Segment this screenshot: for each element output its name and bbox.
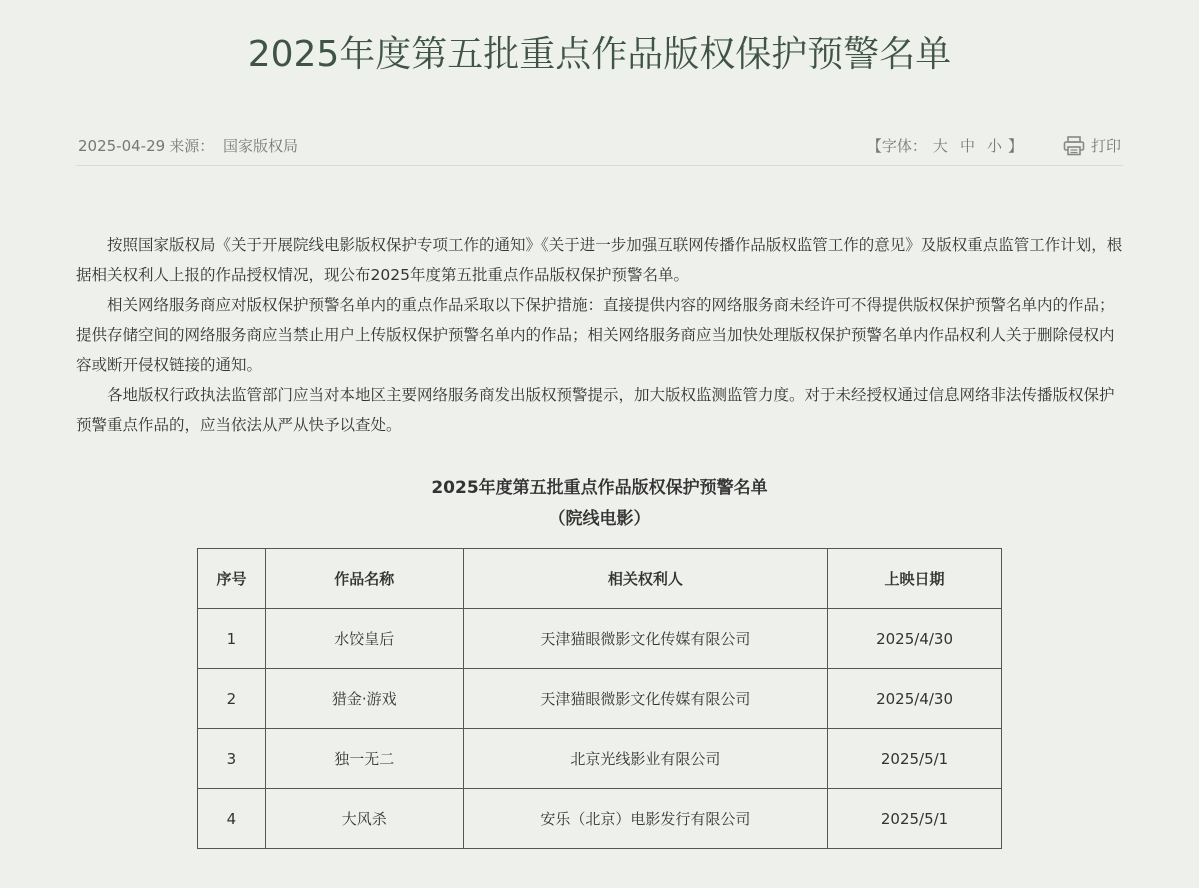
warning-list-table — [197, 548, 1002, 849]
article-meta — [78, 132, 302, 160]
header-work-name: 作品名称 — [265, 549, 463, 609]
table-row — [198, 669, 1002, 729]
table-row — [198, 789, 1002, 849]
print-button[interactable] — [1063, 132, 1121, 160]
paragraph-1: 按照国家版权局《关于开展院线电影版权保护专项工作的通知》《关于进一步加强互联网传播作品版权监管工作的意见》及版权重点监管工作计划，根据相关权利人上报的作品授权情况，现公布2025年度第五批重点作品版权保护预警名单。 — [76, 236, 1123, 284]
font-label-close: 】 — [1007, 137, 1023, 155]
font-size-small-button[interactable]: 小 — [986, 137, 1002, 155]
publish-date: 2025-04-29 — [78, 137, 166, 155]
font-size-large-button[interactable]: 大 — [932, 137, 948, 155]
table-row — [198, 729, 1002, 789]
table-row — [198, 609, 1002, 669]
printer-icon — [1063, 136, 1085, 156]
cell-rights-holder: 天津猫眼微影文化传媒有限公司 — [463, 609, 827, 669]
header-rights-holder: 相关权利人 — [463, 549, 827, 609]
cell-release-date: 2025/4/30 — [828, 609, 1002, 669]
article-meta-bar — [76, 132, 1123, 166]
font-size-control — [867, 132, 1023, 160]
print-label: 打印 — [1090, 137, 1121, 155]
source-name: 国家版权局 — [222, 137, 298, 155]
source-label: 来源： — [169, 137, 215, 155]
cell-work-name: 猎金·游戏 — [265, 669, 463, 729]
cell-rights-holder: 安乐（北京）电影发行有限公司 — [463, 789, 827, 849]
paragraph-2: 相关网络服务商应对版权保护预警名单内的重点作品采取以下保护措施：直接提供内容的网络服务商未经许可不得提供版权保护预警名单内的作品；提供存储空间的网络服务商应当禁止用户上传版权保护预警名单内的作品；相关网络服务商应当加快处理版权保护预警名单内作品权利人关于删除侵权内容或断开侵权链接的通知。 — [76, 296, 1115, 374]
article-body — [76, 230, 1124, 440]
font-label: 【字体： — [866, 137, 927, 155]
page-title: 2025年度第五批重点作品版权保护预警名单 — [247, 34, 952, 75]
table-header-row — [198, 549, 1002, 609]
cell-rights-holder: 天津猫眼微影文化传媒有限公司 — [463, 669, 827, 729]
font-size-medium-button[interactable]: 中 — [959, 137, 975, 155]
cell-index: 3 — [198, 729, 266, 789]
table-title: 2025年度第五批重点作品版权保护预警名单 — [431, 478, 768, 498]
cell-index: 4 — [198, 789, 266, 849]
header-index: 序号 — [198, 549, 266, 609]
cell-work-name: 水饺皇后 — [265, 609, 463, 669]
table-subtitle: （院线电影） — [548, 509, 651, 529]
cell-index: 2 — [198, 669, 266, 729]
header-release-date: 上映日期 — [828, 549, 1002, 609]
article-tools — [867, 132, 1121, 160]
cell-release-date: 2025/5/1 — [828, 789, 1002, 849]
cell-rights-holder: 北京光线影业有限公司 — [463, 729, 827, 789]
cell-index: 1 — [198, 609, 266, 669]
cell-work-name: 大风杀 — [265, 789, 463, 849]
cell-work-name: 独一无二 — [265, 729, 463, 789]
cell-release-date: 2025/4/30 — [828, 669, 1002, 729]
cell-release-date: 2025/5/1 — [828, 729, 1002, 789]
paragraph-3: 各地版权行政执法监管部门应当对本地区主要网络服务商发出版权预警提示，加大版权监测监管力度。对于未经授权通过信息网络非法传播版权保护预警重点作品的，应当依法从严从快予以查处。 — [76, 386, 1115, 434]
